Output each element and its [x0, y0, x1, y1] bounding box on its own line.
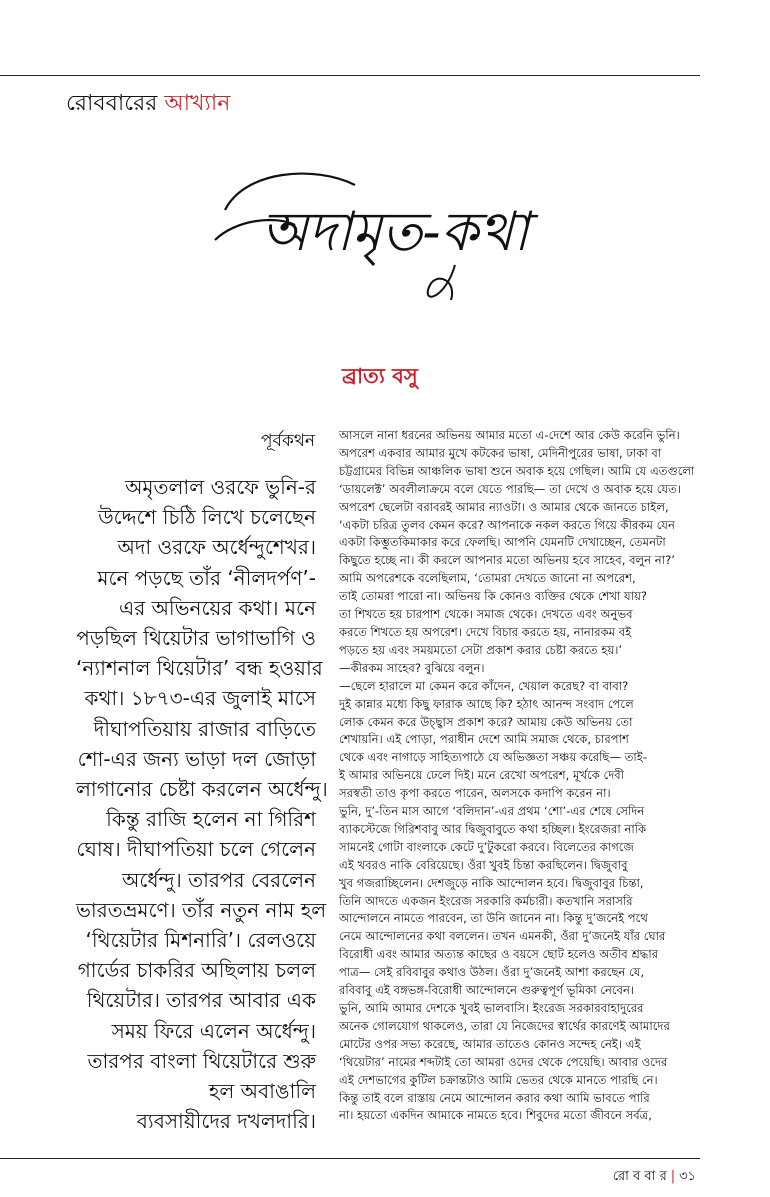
body-line: মোটের ওপর সভ্য করেছে, আমার তাতেও কোনও সন্দেহ নেই। এই — [339, 1036, 641, 1051]
body-line: ভুনি, আমি আমার দেশকে খুবই ভালবাসি। ইংরেজ সরকারবাহাদুরের — [339, 1001, 644, 1015]
intro-line: ব্যবসায়ীদের দখলদারি। — [136, 1109, 316, 1134]
section-label-accent: আখ্যান — [164, 91, 231, 116]
body-line: সরস্বতী তাও কৃপা করতে পারেন, অলসকে কদাপি করেন না। — [339, 786, 611, 801]
body-line: একটা কিম্ভুতকিমাকার করে ফেলছি। আপনি যেমনটি দেখাচ্ছেন, তেমনটা — [339, 535, 666, 550]
body-line: খুব গজরাচ্ছিলেন। দেশজুড়ে নাকি আন্দোলন হবে। দ্বিজুবাবুর চিন্তা, — [339, 875, 644, 890]
body-line: পাত্র— সেই রবিবাবুর কথাও উঠল। ওঁরা দু’জনেই আশা করছেন যে, — [339, 965, 645, 980]
body-column — [339, 427, 701, 1125]
calligraphic-title — [205, 150, 585, 320]
body-line: শেখায়নি। এই পোড়া, পরাধীন দেশে আমি সমাজ থেকে, চারপাশ — [339, 732, 629, 747]
intro-line: সময় ফিরে এলেন অর্ধেন্দু। — [111, 1018, 316, 1043]
intro-line: উদ্দেশে চিঠি লিখে চলেছেন — [98, 505, 316, 530]
intro-line: অর্ধেন্দু। তারপর বেরলেন — [122, 867, 316, 892]
intro-line: কথা। ১৮৭৩-এর জুলাই মাসে — [84, 686, 316, 711]
body-line: এই খবরও নাকি বেরিয়েছে। ওঁরা খুবই চিন্তা করছিলেন। দ্বিজুবাবু — [339, 857, 628, 872]
intro-line: হল অবাঙালি — [208, 1079, 316, 1104]
intro-line: মনে পড়ছে তাঁর ‘নীলদর্পণ’- — [97, 565, 316, 590]
author-name: ব্রাত্য বসু — [342, 364, 418, 388]
body-line: নেমে আন্দোলনের কথা বললেন। তখন এমনকী, ওঁরা দু’জনেই যাঁর ঘোর — [339, 929, 666, 944]
intro-line: তারপর বাংলা থিয়েটারে শুরু — [87, 1048, 316, 1073]
top-rule — [0, 75, 700, 76]
intro-heading: পূর্বকথন — [260, 431, 315, 451]
intro-line: গার্ডের চাকরির অছিলায় চলল — [77, 958, 316, 983]
intro-line: ভারতভ্রমণে। তাঁর নতুন নাম হল — [76, 897, 327, 922]
intro-line: অমৃতলাল ওরফে ভুনি-র — [125, 475, 316, 499]
intro-line: কিন্তু রাজি হলেন না গিরিশ — [106, 807, 316, 832]
body-line: অনেক গোলযোগ থাকলেও, তারা যে নিজেদের স্বার্থের কারণেই আমাদের — [339, 1018, 670, 1033]
body-line: আসলে নানা ধরনের অভিনয় আমার মতো এ-দেশে আর কেউ করেনি ভুনি। — [339, 428, 680, 442]
intro-line: ঘোষ। দীঘাপতিয়া চলে গেলেন — [76, 837, 316, 862]
body-line: ই আমার অভিনয়ে ঢেলে দিই। মনে রেখো অপরেশ, মূর্খকে দেবী — [339, 768, 625, 783]
intro-line: ‘থিয়েটার মিশনারি’। রেলওয়ে — [85, 928, 316, 953]
body-line: —কীরকম সাহেব? বুঝিয়ে বলুন। — [339, 660, 485, 675]
body-line: আমি অপরেশকে বলেছিলাম, ‘তোমরা দেখতে জানো না অপরেশ, — [339, 571, 636, 586]
body-line: পড়তে হয় এবং সময়মতো সেটা প্রকাশ করার চেষ্টা করতে হয়।’ — [339, 642, 623, 657]
body-line: এই দেশভাগের কুটিল চক্রান্তটাও আমি ভেতর থেকে মানতে পারছি নে। — [339, 1072, 658, 1087]
section-label — [66, 86, 230, 123]
page-number: ৩১ — [679, 1169, 696, 1184]
intro-line: থিয়েটার। তারপর আবার এক — [86, 988, 316, 1013]
body-line: ‘একটা চরিত্র তুলব কেমন করে? আপনাকে নকল করতে গিয়ে কীরকম যেন — [339, 517, 675, 532]
intro-block — [76, 472, 328, 1136]
body-line: আন্দোলনে নামতে পারবেন, তা উনি জানেন না। কিন্তু দু’জনেই পথে — [339, 911, 648, 926]
intro-line: ‘ন্যাশনাল থিয়েটার’ বন্ধ হওয়ার — [76, 656, 323, 681]
body-line: লোক কেমন করে উচ্ছ্বাস প্রকাশ করে? আমায় কেউ অভিনয় তো — [339, 714, 633, 729]
body-line: ভুনি, দু’-তিন মাস আগে ‘বলিদান’-এর প্রথম ‘শো’-এর শেষে সেদিন — [339, 804, 645, 819]
body-line: তাই তোমরা পারো না। অভিনয় কি কোনও ব্যক্তির থেকে শেখা যায়? — [339, 589, 648, 604]
body-line: না। হয়তো একদিন আমাকে নামতে হবে। শিবুদের মতো জীবনে সর্বত্র, — [339, 1108, 652, 1123]
intro-line: লাগানোর চেষ্টা করলেন অর্ধেন্দু। — [76, 777, 328, 802]
folio-separator: | — [670, 1169, 676, 1184]
magazine-name: রো ব বা র — [612, 1169, 667, 1184]
body-line: তা শিখতে হয় চারপাশ থেকে। সমাজ থেকে। দেখতে এবং অনুভব — [339, 607, 633, 622]
body-line: দুই কান্নার মধ্যে কিছু ফারাক আছে কি? হঠাৎ আনন্দ সংবাদ পেলে — [339, 696, 634, 711]
body-line: সামনেই গোটা বাংলাকে কেটে দু’টুকরো করবে। বিলেতের কাগজে — [339, 839, 634, 854]
body-line: তিনি আদতে একজন ইংরেজ সরকারি কর্মচারী। কতখানি সরাসরি — [339, 893, 633, 908]
title-tail-flourish — [428, 265, 455, 300]
body-line: —ছেলে হারালে মা কেমন করে কাঁদেন, খেয়াল করেছ? বা বাবা? — [339, 678, 629, 693]
body-line: রবিবাবু এই বঙ্গভঙ্গ-বিরোধী আন্দোলনে গুরুত্বপূর্ণ ভূমিকা নেবেন। — [339, 983, 635, 998]
body-line: ব্যাকস্টেজে গিরিশবাবু আর দ্বিজুবাবুতে কথা হচ্ছিল। ইংরেজরা নাকি — [339, 821, 647, 836]
body-line: ‘ডায়লেক্ট’ অবলীলাক্রমে বলে যেতে পারছি— তা দেখে ও অবাক হয়ে যেত। — [339, 481, 681, 496]
body-line: অপরেশ একবার আমার মুখে কটকের ভাষা, মেদিনীপুরের ভাষা, ঢাকা বা — [339, 445, 662, 460]
body-line: চট্টগ্রামের বিভিন্ন আঞ্চলিক ভাষা শুনে অবাক হয়ে গেছিল। আমি যে এতগুলো — [339, 463, 695, 478]
intro-line: পড়ছিল থিয়েটার ভাগাভাগি ও — [76, 626, 316, 651]
bottom-rule — [0, 1158, 700, 1159]
intro-line: এর অভিনয়ের কথা। মনে — [119, 595, 316, 620]
intro-line: দীঘাপতিয়ায় রাজার বাড়িতে — [93, 716, 316, 741]
body-line: থেকে এবং নাগাড়ে সাহিত্যপাঠে যে অভিজ্ঞতা সঞ্চয় করেছি— তাই- — [339, 750, 647, 765]
body-line: অপরেশ ছেলেটা বরাবরই আমার ন্যাওটা। ও আমার থেকে জানতে চাইল, — [339, 499, 669, 514]
body-line: করতে শিখতে হয় অপরেশ। দেখে বিচার করতে হয়, নানারকম বই — [339, 624, 632, 639]
intro-line: অদা ওরফে অর্ধেন্দুশেখর। — [117, 535, 316, 560]
page-folio — [613, 1167, 696, 1188]
intro-line: শো-এর জন্য ভাড়া দল জোড়া — [77, 746, 316, 771]
body-line: কিছুতে হচ্ছে না। কী করলে আপনার মতো অভিনয় হবে সাহেব, বলুন না?’ — [339, 553, 675, 568]
title-text: অদামৃত-কথা — [261, 200, 529, 263]
body-line: কিন্তু তাই বলে রাস্তায় নেমে আন্দোলন করার কথা আমি ভাবতে পারি — [339, 1090, 650, 1105]
body-line: বিরোধী এবং আমার অত্যন্ত কাছের ও বয়সে ছোট হলেও অতীব শ্রদ্ধার — [339, 947, 659, 962]
body-line: ‘থিয়েটার’ নামের শব্দটাই তো আমরা ওদের থেকে পেয়েছি। আবার ওদের — [339, 1054, 668, 1069]
section-label-prefix: রোববারের — [66, 91, 158, 116]
